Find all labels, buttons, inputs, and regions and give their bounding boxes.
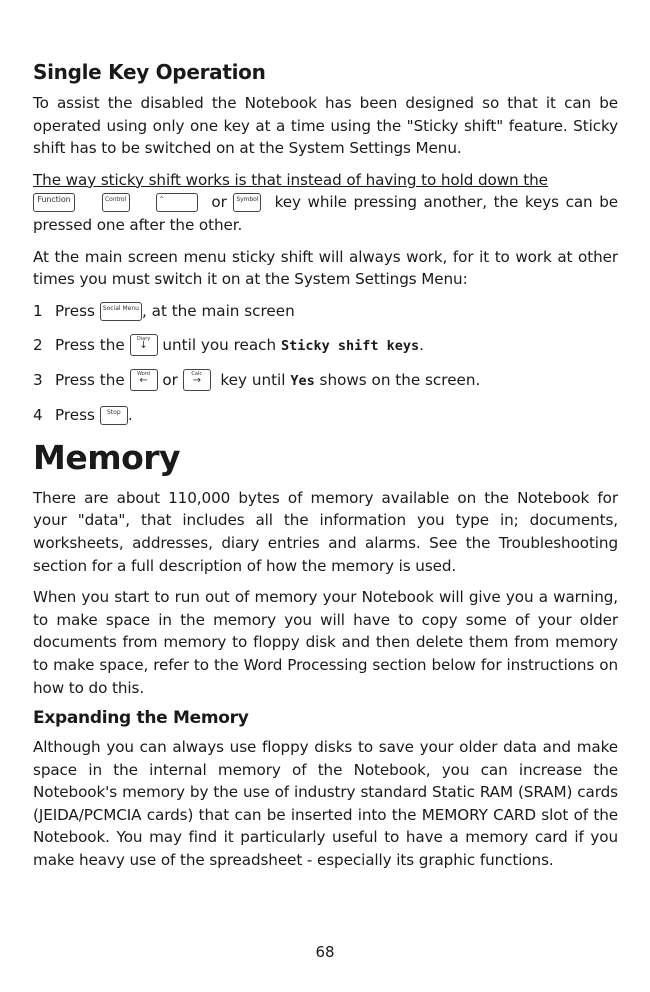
shift-key-icon: ^ — [156, 193, 198, 212]
list-item: 4 Press Stop . — [33, 405, 133, 424]
section-heading-memory: Memory — [33, 437, 181, 477]
paragraph: There are about 110,000 bytes of memory available on the Notebook for your "data", that includes all the information you type in; documents, worksheets, addresses, diary entries and alarms. See the Troubleshooting section for a full description of how the memory is used. — [33, 488, 618, 575]
social-menu-key-icon: Social Menu — [100, 302, 142, 321]
symbol-key-icon: Symbol — [233, 193, 261, 212]
steps-list — [33, 300, 618, 426]
stop-key-icon: Stop — [100, 406, 128, 425]
section-heading-single-key: Single Key Operation — [33, 60, 266, 84]
list-item: 3 Press the Word ← or Calc → key until Yes shows on the screen. — [33, 369, 618, 392]
paragraph-sticky-keys: The way sticky shift works is that instead of having to hold down the Function Control ^ or Symbol key while pressing another, the keys can be pressed one after the other. — [33, 170, 619, 234]
list-item: 1 Press Social Menu , at the main screen — [33, 301, 295, 320]
paragraph: At the main screen menu sticky shift will always work, for it to work at other times you must switch it on at the System Settings Menu: — [33, 247, 618, 289]
function-key-icon: Function — [33, 193, 75, 212]
down-arrow-key-icon: Diary ↓ — [130, 334, 158, 356]
left-arrow-key-icon: Word ← — [130, 369, 158, 391]
page-content — [33, 60, 618, 881]
right-arrow-key-icon: Calc → — [183, 369, 211, 391]
page-number: 68 — [315, 943, 335, 961]
paragraph: When you start to run out of memory your Notebook will give you a warning, to make space in the memory you will have to copy some of your older documents from memory to floppy disk and then delete them from memory to make space, refer to the Word Processing section below for instructions on how to do this. — [33, 588, 618, 697]
control-key-icon: Control — [102, 193, 130, 212]
list-item: 2 Press the Diary ↓ until you reach Sticky shift keys. — [33, 334, 618, 357]
paragraph: Although you can always use floppy disks to save your older data and make space in the internal memory of the Notebook, you can increase the Notebook's memory by the use of industry standard Static RAM (SRAM) cards (JEIDA/PCMCIA cards) that can be inserted into the MEMORY CARD slot of the Notebook. You may find it particularly useful to have a memory card if you make heavy use of the spreadsheet - especially its graphic functions. — [33, 738, 618, 870]
subheading-expanding-memory: Expanding the Memory — [33, 708, 249, 729]
paragraph: To assist the disabled the Notebook has been designed so that it can be operated using only one key at a time using the "Sticky shift" feature. Sticky shift has to be switched on at the System Settings Menu. — [33, 94, 618, 158]
